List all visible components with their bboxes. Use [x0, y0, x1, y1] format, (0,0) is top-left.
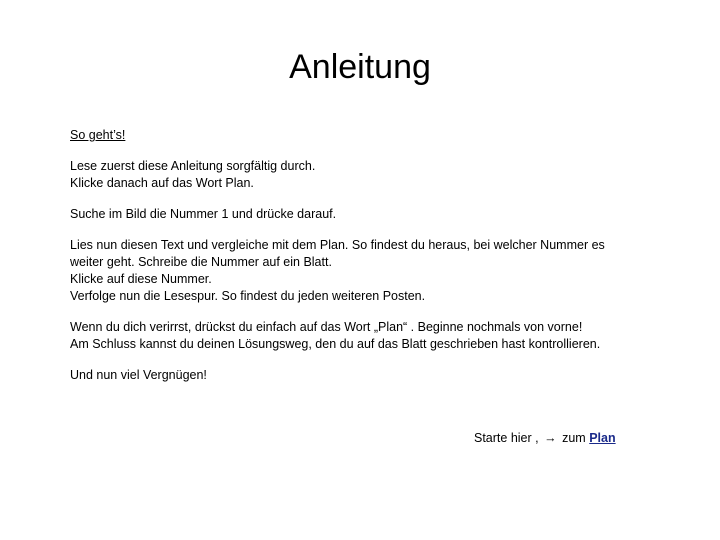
instruction-paragraph-2 [70, 206, 670, 223]
plan-link[interactable]: Plan [589, 431, 616, 445]
instruction-line: Klicke auf diese Nummer. [70, 272, 212, 286]
page-title: Anleitung [289, 48, 431, 86]
intro-heading-paragraph [70, 127, 670, 144]
instruction-line: weiter geht. Schreibe die Nummer auf ein Blatt. [70, 255, 332, 269]
instruction-line: Suche im Bild die Nummer 1 und drücke darauf. [70, 207, 337, 221]
instruction-line: Wenn du dich verirrst, drückst du einfach auf das Wort „Plan“ . Beginne nochmals von vorne! [70, 320, 583, 334]
instruction-line: Verfolge nun die Lesespur. So findest du jeden weiteren Posten. [70, 289, 426, 303]
instruction-line: Lies nun diesen Text und vergleiche mit dem Plan. So findest du heraus, bei welcher Nummer es [70, 238, 605, 252]
separator: , [535, 431, 539, 445]
instructions-body [70, 127, 670, 398]
instruction-line: Lese zuerst diese Anleitung sorgfältig durch. [70, 159, 316, 173]
start-text: Starte hier [474, 431, 532, 445]
instruction-paragraph-3 [70, 237, 670, 305]
instruction-paragraph-1 [70, 158, 670, 192]
arrow-right-icon: → [544, 431, 557, 445]
closing-line: Und nun viel Vergnügen! [70, 368, 207, 382]
instruction-line: Am Schluss kannst du deinen Lösungsweg, den du auf das Blatt geschrieben hast kontrollieren. [70, 337, 601, 351]
intro-heading: So geht’s! [70, 128, 126, 142]
start-navigation [474, 430, 616, 447]
to-text: zum [562, 431, 586, 445]
instruction-line: Klicke danach auf das Wort Plan. [70, 176, 254, 190]
instruction-paragraph-4 [70, 319, 670, 353]
instruction-paragraph-5 [70, 367, 670, 384]
